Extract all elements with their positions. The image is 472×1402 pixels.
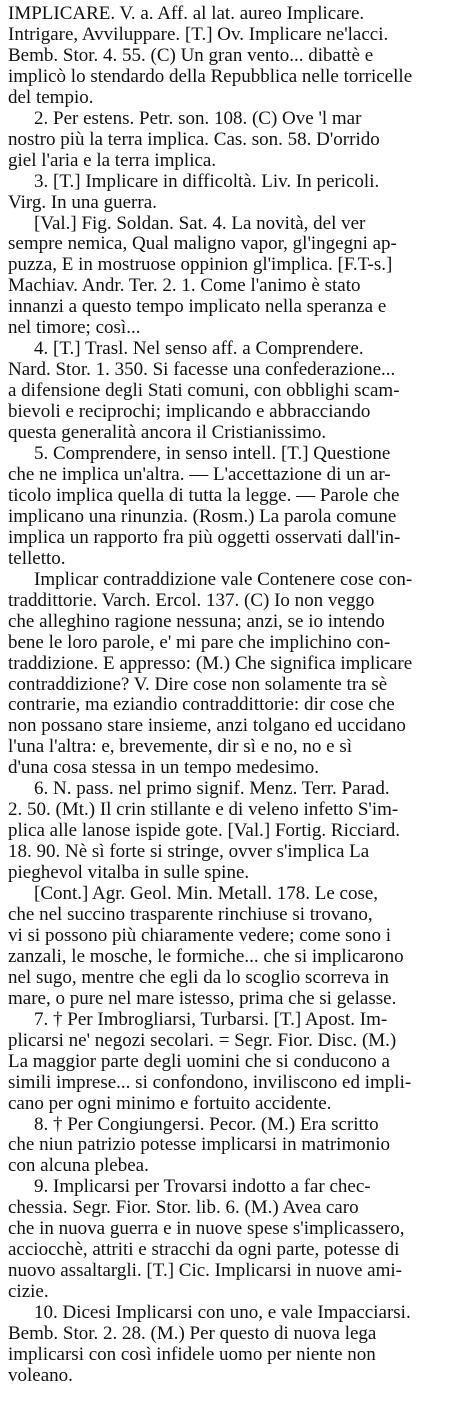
text-line: telletto.: [8, 548, 66, 569]
text-line: Implicar contraddizione vale Contenere cose con-: [34, 569, 413, 590]
text-line: l'una l'altra: e, brevemente, dir sì e no, no e sì: [8, 737, 352, 758]
text-line: Virg. In una guerra.: [8, 192, 157, 213]
text-line: puzza, E in mostruose oppinion gl'implica. [F.T-s.]: [8, 255, 393, 276]
text-line: bievoli e reciprochi; implicando e abbracciando: [8, 402, 371, 423]
text-line: bene le loro parole, e' mi pare che implichino con-: [8, 632, 391, 653]
text-line: giel l'aria e la terra implica.: [8, 150, 217, 171]
text-line: zanzali, le mosche, le formiche... che si implicarono: [8, 946, 404, 967]
text-line: 5. Comprendere, in senso intell. [T.] Questione: [34, 444, 391, 465]
text-line: 18. 90. Nè sì forte si stringe, ovver s'implica La: [8, 842, 370, 863]
text-line: contraddizione? V. Dire cose non solamente tra sè: [8, 674, 388, 695]
text-line: che nel succino trasparente rinchiuse si trovano,: [8, 904, 373, 925]
text-line: che in nuova guerra e in nuove spese s'implicassero,: [8, 1219, 405, 1240]
text-line: che ne implica un'altra. — L'accettazione di un ar-: [8, 464, 391, 485]
text-line: del tempio.: [8, 87, 94, 108]
text-line: traddittorie. Varch. Ercol. 137. (C) Io non veggo: [8, 590, 375, 611]
text-line: Machiav. Andr. Ter. 2. 1. Come l'animo è stato: [8, 276, 361, 297]
text-line: non possano stare insieme, anzi tolgano ed uccidano: [8, 716, 406, 737]
text-line: 4. [T.] Trasl. Nel senso aff. a Comprendere.: [34, 339, 364, 360]
text-line: 2. 50. (Mt.) Il crin stillante e di veleno infetto S'im-: [8, 800, 399, 821]
text-line: contrarie, ma eziandio contraddittorie: dir cose che: [8, 695, 395, 716]
text-line: d'una cosa stessa in un tempo medesimo.: [8, 758, 320, 779]
text-line: questa generalità ancora il Cristianissimo.: [8, 423, 327, 444]
text-line: chessia. Segr. Fior. Stor. lib. 6. (M.) Avea caro: [8, 1198, 359, 1219]
text-line: 6. N. pass. nel primo signif. Menz. Terr. Parad.: [34, 779, 390, 800]
text-line: con alcuna plebea.: [8, 1156, 149, 1177]
text-line: 9. Implicarsi per Trovarsi indotto a far chec-: [34, 1177, 371, 1198]
text-line: nostro più la terra implica. Cas. son. 58. D'orrido: [8, 129, 380, 150]
text-line: 3. [T.] Implicare in difficoltà. Liv. In pericoli.: [34, 171, 380, 192]
text-line: ticolo implica quella di tutta la legge. — Parole che: [8, 485, 400, 506]
text-line: IMPLICARE. V. a. Aff. al lat. aureo Implicare.: [8, 4, 365, 24]
text-line: implicano una rinunzia. (Rosm.) La parola comune: [8, 506, 397, 527]
text-line: [Cont.] Agr. Geol. Min. Metall. 178. Le cose,: [34, 884, 379, 905]
text-line: implica un rapporto fra più oggetti osservati dall'in-: [8, 527, 401, 548]
text-line: implicarsi con così infidele uomo per niente non: [8, 1345, 376, 1365]
text-line: plica alle lanose ispide gote. [Val.] Fortig. Ricciard.: [8, 821, 401, 842]
text-line: [Val.] Fig. Soldan. Sat. 4. La novità, del ver: [34, 213, 366, 234]
text-line: 10. Dicesi Implicarsi con uno, e vale Impacciarsi.: [34, 1303, 411, 1324]
text-line: acciocchè, attriti e stracchi da ogni parte, potesse di: [8, 1240, 400, 1261]
text-line: nuovo assaltargli. [T.] Cic. Implicarsi in nuove ami-: [8, 1261, 402, 1282]
text-line: plicarsi ne' negozi secolari. = Segr. Fior. Disc. (M.): [8, 1030, 397, 1051]
text-line: Bemb. Stor. 4. 55. (C) Un gran vento... dibattè e: [8, 45, 374, 66]
text-line: vi si possono più chiaramente vedere; come sono i: [8, 925, 392, 946]
text-line: Bemb. Stor. 2. 28. (M.) Per questo di nuova lega: [8, 1324, 377, 1345]
text-line: nel sugo, mentre che egli da lo scoglio scorreva in: [8, 967, 389, 988]
text-line: che alleghino ragione nessuna; anzi, se io intendo: [8, 611, 385, 632]
text-line: traddizione. E appresso: (M.) Che significa implicare: [8, 653, 413, 674]
text-line: a difensione degli Stati comuni, con obblighi scam-: [8, 381, 400, 402]
text-line: nel timore; così...: [8, 318, 141, 339]
text-line: implicò lo stendardo della Repubblica nelle torricelle: [8, 66, 413, 87]
text-line: 7. † Per Imbrogliarsi, Turbarsi. [T.] Apost. Im-: [34, 1009, 388, 1030]
text-line: mare, o pure nel mare istesso, prima che si gelasse.: [8, 988, 397, 1009]
text-line: 8. † Per Congiungersi. Pecor. (M.) Era scritto: [34, 1114, 379, 1135]
text-line: Intrigare, Avviluppare. [T.] Ov. Implicare ne'lacci.: [8, 24, 389, 45]
text-line: sempre nemica, Qual maligno vapor, gl'ingegni ap-: [8, 234, 397, 255]
text-line: innanzi a questo tempo implicato nella speranza e: [8, 297, 387, 318]
text-line: pieghevol vitalba in sulle spine.: [8, 863, 250, 884]
text-line: che niun patrizio potesse implicarsi in matrimonio: [8, 1135, 391, 1156]
text-line: Nard. Stor. 1. 350. Si facesse una confederazione...: [8, 360, 396, 381]
text-line: cano per ogni minimo e fortuito accidente.: [8, 1093, 332, 1114]
text-line: cizie.: [8, 1282, 49, 1303]
text-line: voleano.: [8, 1365, 73, 1386]
text-line: 2. Per estens. Petr. son. 108. (C) Ove 'l mar: [34, 108, 362, 129]
text-line: simili imprese... si confondono, inviliscono ed impli-: [8, 1072, 412, 1093]
text-line: La maggior parte degli uomini che si conducono a: [8, 1051, 390, 1072]
